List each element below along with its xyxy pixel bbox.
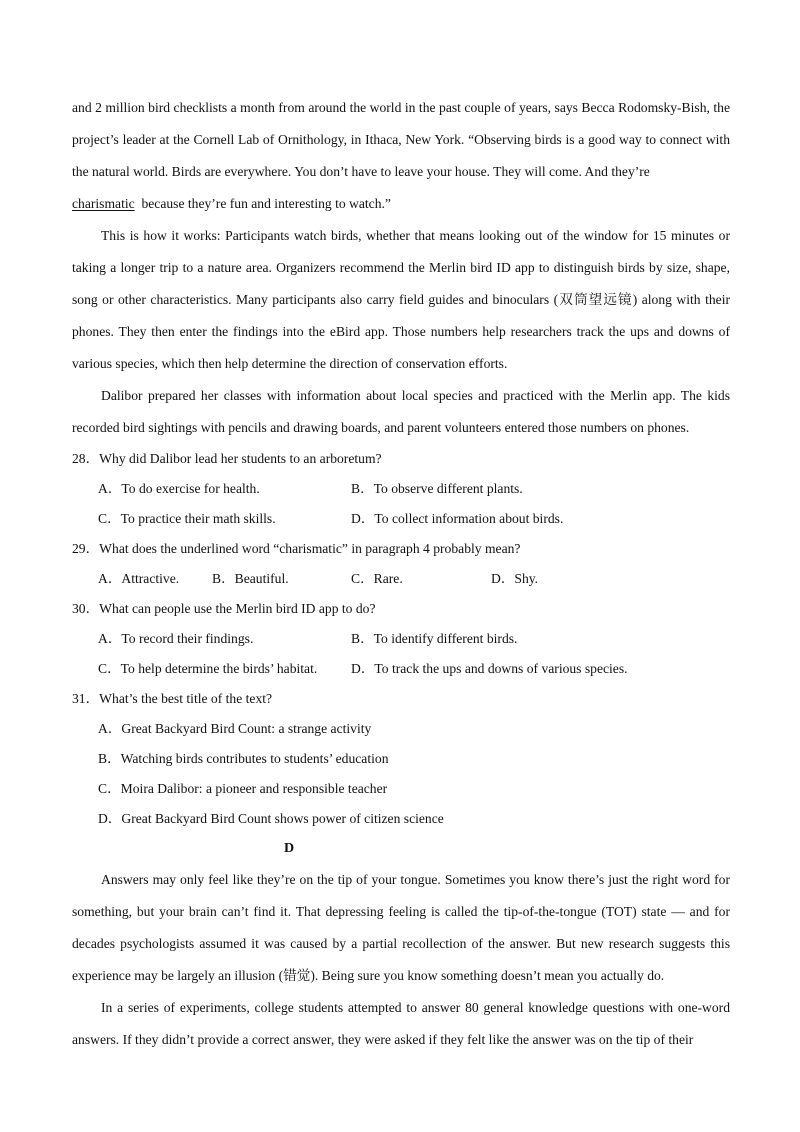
question-31-option-b[interactable]: B．Watching birds contributes to students’ education bbox=[98, 751, 389, 766]
question-29-option-b[interactable]: B．Beautiful. bbox=[212, 571, 289, 586]
question-28-options-row-1 bbox=[72, 474, 730, 504]
paragraph-continued bbox=[72, 92, 730, 220]
question-28-option-a[interactable]: A．To do exercise for health. bbox=[98, 481, 260, 496]
question-31-stem: 31．What’s the best title of the text? bbox=[72, 691, 273, 706]
paragraph-line: because they’re fun and interesting to watch.” bbox=[134, 196, 391, 211]
paragraph-line: the project’s leader at the Cornell Lab of Ornithology, in Ithaca, New York. “Observing birds is a good way to connect bbox=[72, 100, 730, 147]
question-30-options-row-2 bbox=[72, 654, 730, 684]
section-heading-d: D bbox=[284, 841, 295, 856]
paragraph-dalibor: Dalibor prepared her classes with information about local species and practiced with the Merlin app. The kids recorded bird sightings with pencils and drawing boards, and parent volunteers entered those numbers on phones. bbox=[72, 388, 730, 435]
paragraph-experiments: In a series of experiments, college students attempted to answer 80 general knowledge questions with one-word answers. If they didn’t provide a correct answer, they were asked if they felt like the answer was on the tip of their bbox=[72, 1000, 730, 1047]
question-29-stem: 29．What does the underlined word “charismatic” in paragraph 4 probably mean? bbox=[72, 541, 521, 556]
question-29-options-row bbox=[72, 564, 730, 594]
paragraph-how-it-works: This is how it works: Participants watch birds, whether that means looking out of the window for 15 minutes or taking a longer trip to a nature area. Organizers recommend the Merlin bird ID app to distinguish birds by size, shape, song or other characteristics. Many participants also carry field guides and binoculars (双筒望远镜) along with their phones. They then enter the findings into the eBird app. Those numbers help researchers track the ups and downs of various species, which then help determine the direction of conservation efforts. bbox=[72, 228, 730, 371]
question-30-option-c[interactable]: C．To help determine the birds’ habitat. bbox=[98, 661, 318, 676]
question-31-option-d[interactable]: D．Great Backyard Bird Count shows power of citizen science bbox=[98, 811, 444, 826]
question-30-option-a[interactable]: A．To record their findings. bbox=[98, 631, 254, 646]
document-page bbox=[72, 92, 730, 1056]
question-28-options-row-2 bbox=[72, 504, 730, 534]
question-29-option-a[interactable]: A．Attractive. bbox=[98, 571, 180, 586]
question-30-options-row-1 bbox=[72, 624, 730, 654]
question-29-option-c[interactable]: C．Rare. bbox=[351, 571, 403, 586]
question-30-option-b[interactable]: B．To identify different birds. bbox=[351, 631, 518, 646]
question-31-option-a[interactable]: A．Great Backyard Bird Count: a strange activity bbox=[98, 721, 372, 736]
paragraph-tot-intro: Answers may only feel like they’re on the tip of your tongue. Sometimes you know there’s just the right word for something, but your brain can’t find it. That depressing feeling is called the tip-of-the-tongue (TOT) state — and for decades psychologists assumed it was caused by a partial recollection of the answer. But new research suggests this experience may be largely an illusion (错觉). Being sure you know something doesn’t mean you actually do. bbox=[72, 872, 730, 983]
paragraph-line: with the natural world. Birds are everywhere. You don’t have to leave your house. They will come. And they’re bbox=[72, 132, 730, 179]
question-31-option-c[interactable]: C．Moira Dalibor: a pioneer and responsible teacher bbox=[98, 781, 388, 796]
underlined-word: charismatic bbox=[72, 196, 135, 211]
question-28-option-c[interactable]: C．To practice their math skills. bbox=[98, 511, 276, 526]
question-30-option-d[interactable]: D．To track the ups and downs of various species. bbox=[351, 661, 628, 676]
question-28-option-b[interactable]: B．To observe different plants. bbox=[351, 481, 523, 496]
paragraph-line: and 2 million bird checklists a month from around the world in the past couple of years, says Becca Rodomsky-Bish, bbox=[72, 100, 710, 115]
question-28-option-d[interactable]: D．To collect information about birds. bbox=[351, 511, 564, 526]
question-29-option-d[interactable]: D．Shy. bbox=[491, 571, 539, 586]
question-28-stem: 28．Why did Dalibor lead her students to an arboretum? bbox=[72, 451, 382, 466]
question-30-stem: 30．What can people use the Merlin bird ID app to do? bbox=[72, 601, 376, 616]
